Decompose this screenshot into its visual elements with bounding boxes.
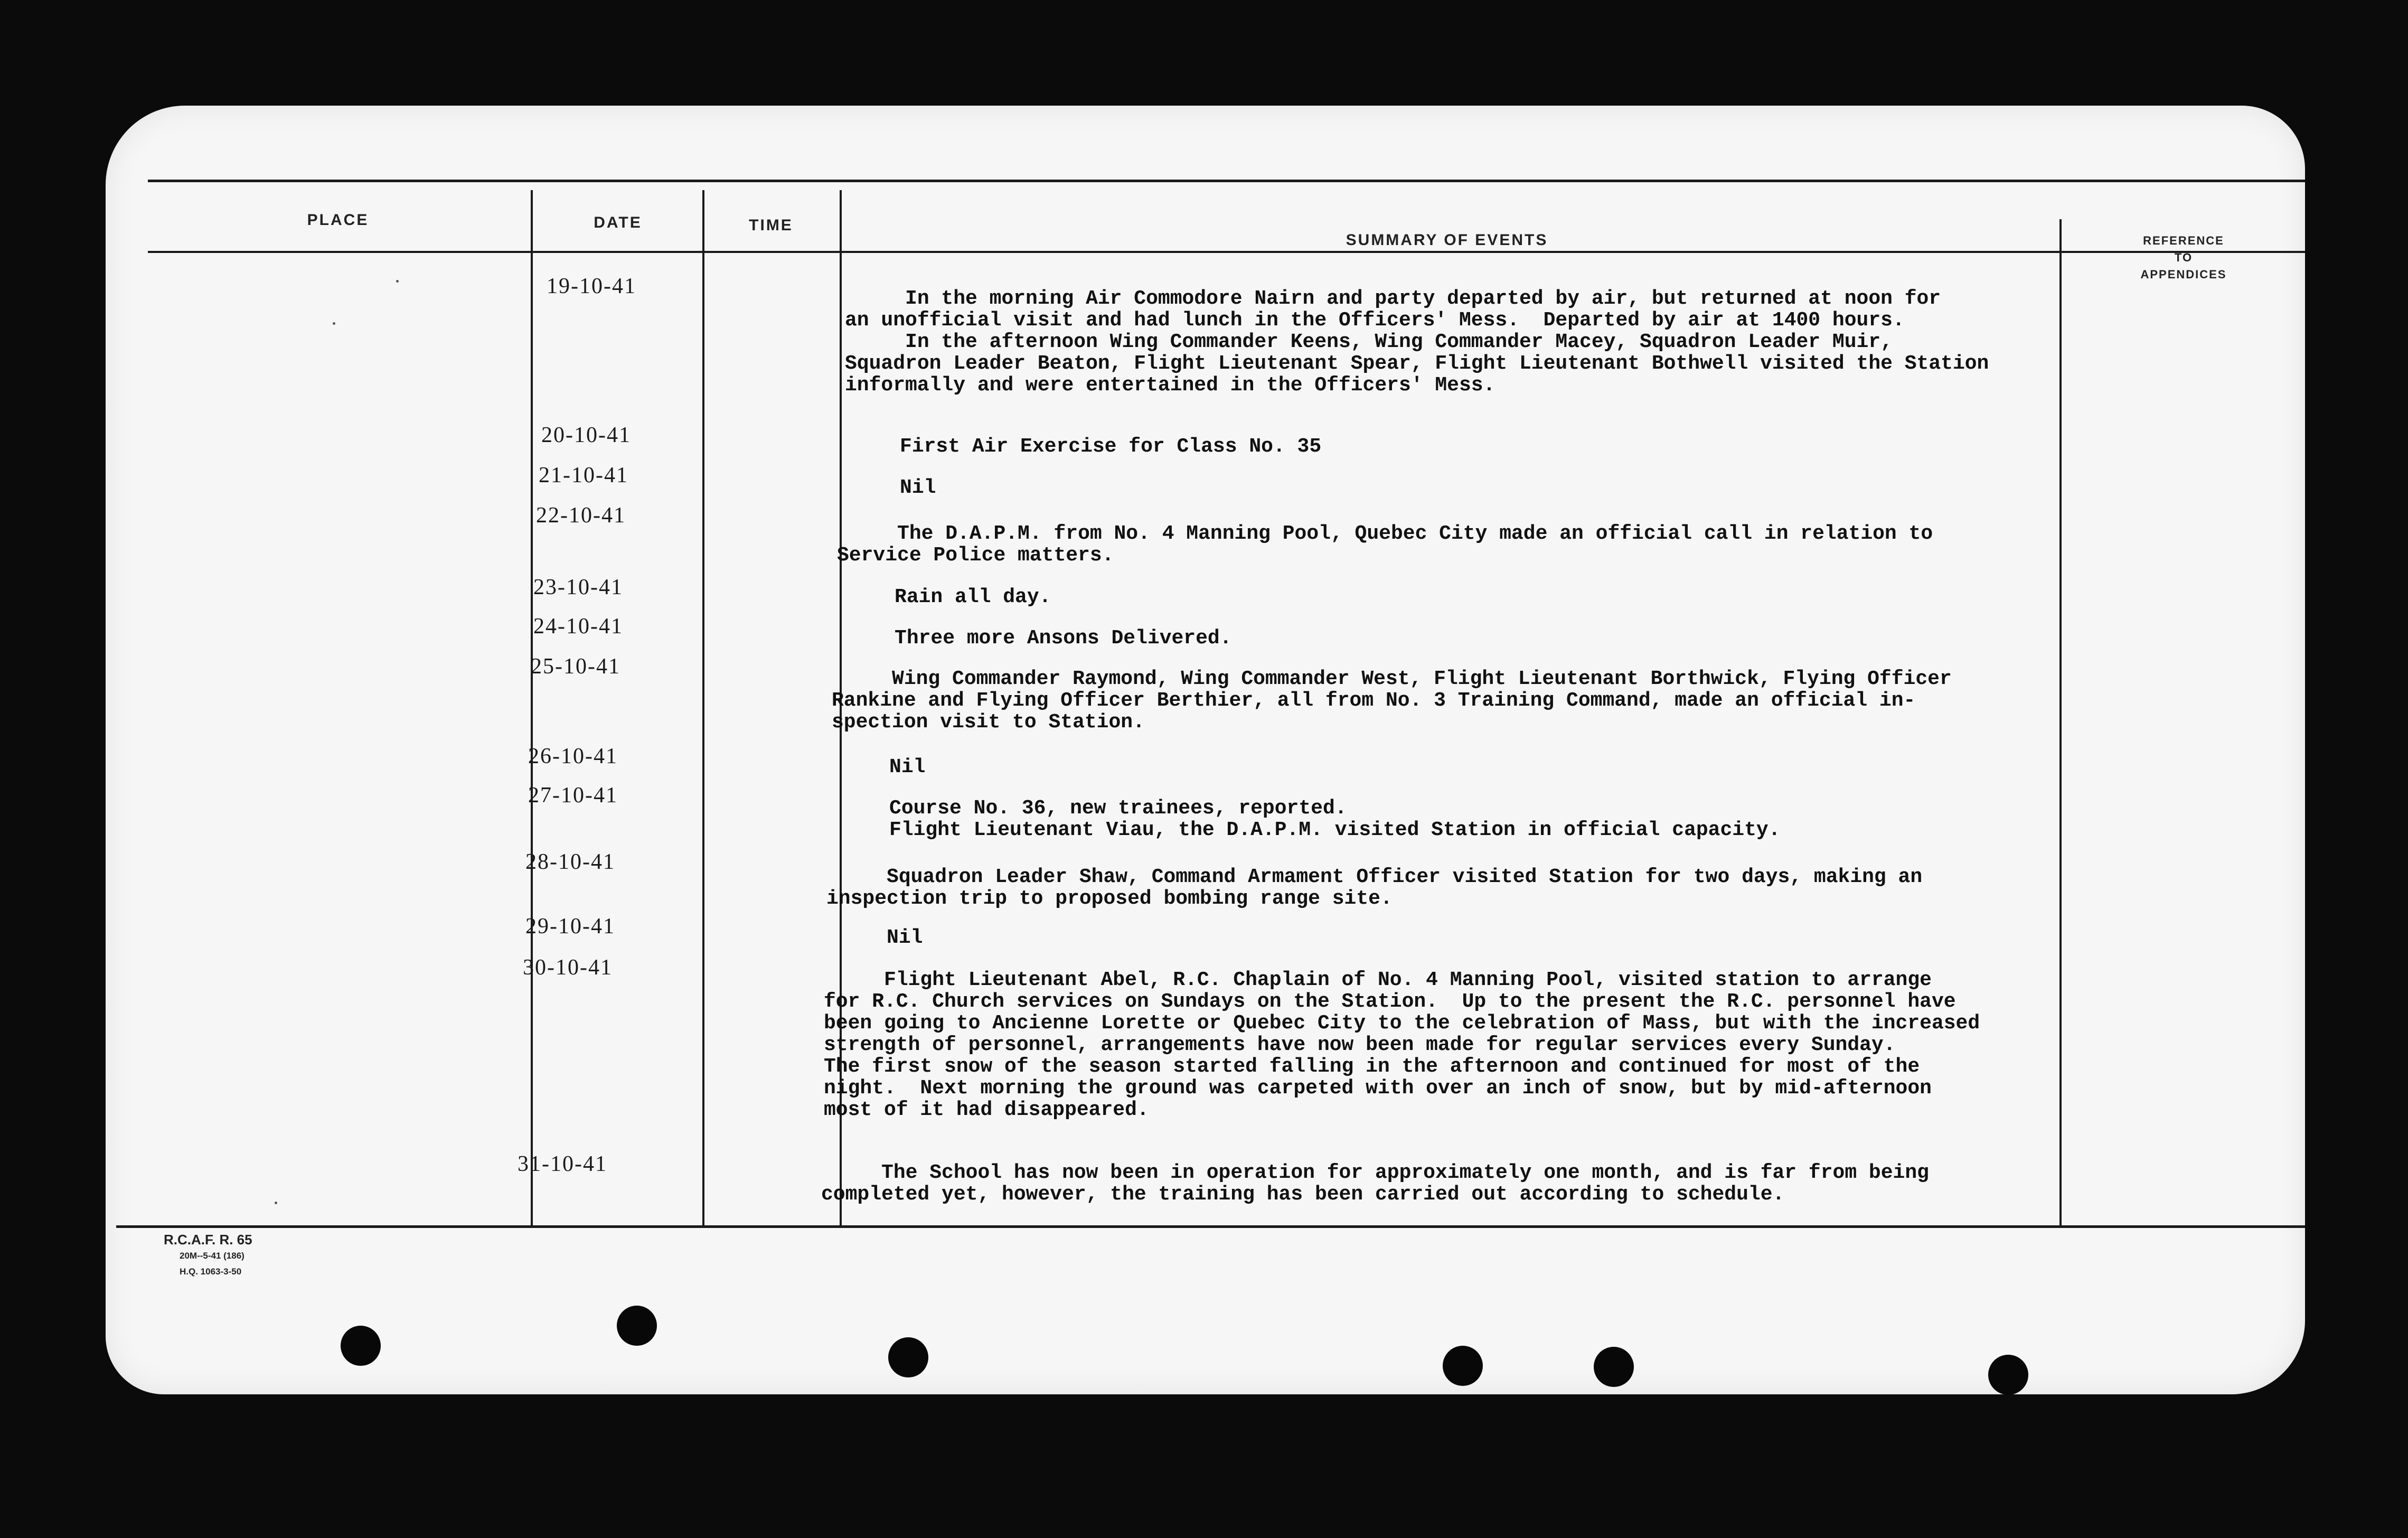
entry-date: 25-10-41: [531, 654, 620, 679]
entry-date: 23-10-41: [533, 575, 623, 599]
event-summary: Course No. 36, new trainees, reported. Flight Lieutenant Viau, the D.A.P.M. visited Station in official capacity.: [889, 797, 1781, 841]
binder-hole: [617, 1306, 657, 1346]
hq-code: H.Q. 1063-3-50: [180, 1267, 242, 1277]
bottom-rule: [116, 1225, 2305, 1228]
col-rule-summary-reference: [2059, 219, 2062, 1225]
place-header: PLACE: [307, 211, 369, 229]
form-number: R.C.A.F. R. 65: [164, 1232, 252, 1248]
paper-speck: [275, 1202, 277, 1204]
top-rule: [148, 180, 2305, 182]
event-summary: Rain all day.: [834, 586, 1051, 608]
entry-date: 29-10-41: [525, 914, 615, 939]
event-summary: Flight Lieutenant Abel, R.C. Chaplain of No. 4 Manning Pool, visited station to arrange for R.C. Church services on Sundays on the Station. Up to the present the R.C. personnel have been going to Ancienne Lorette or Quebec City to the celebration of Mass, but with the increased strength of personnel, arrangements have now been made for regular services every Sunday. The first snow of the season started falling in the afternoon and continued for most of the night. Next morning the ground was carpeted with over an inch of snow, but by mid-afternoon most of it had disappeared.: [824, 969, 1980, 1121]
entry-date: 27-10-41: [528, 783, 618, 808]
diary-page: [106, 106, 2305, 1394]
event-summary: The D.A.P.M. from No. 4 Manning Pool, Quebec City made an official call in relation to Service Police matters.: [837, 522, 1933, 567]
entry-date: 19-10-41: [547, 274, 636, 298]
time-header: TIME: [749, 217, 793, 234]
binder-hole: [1594, 1347, 1634, 1387]
entry-date: 28-10-41: [525, 850, 615, 874]
binder-hole: [1988, 1355, 2028, 1395]
summary-header: SUMMARY OF EVENTS: [1346, 231, 1548, 249]
entry-date: 26-10-41: [528, 744, 618, 768]
event-summary: In the morning Air Commodore Nairn and party departed by air, but returned at noon for an unofficial visit and had lunch in the Officers' Mess. Departed by air at 1400 hours. In the afternoon Wing Commander Keens, Wing Commander Macey, Squadron Leader Muir, Squadron Leader Beaton, Flight Lieutenant Spear, Flight Lieutenant Bothwell visited the Station informally and were entertained in the Officers' Mess.: [845, 287, 1989, 397]
event-summary: First Air Exercise for Class No. 35: [840, 435, 1322, 458]
binder-hole: [341, 1326, 381, 1366]
paper-speck: [396, 280, 399, 283]
event-summary: Squadron Leader Shaw, Command Armament Officer visited Station for two days, making an inspection trip to proposed bombing range site.: [826, 866, 1923, 910]
col-rule-place-date: [531, 190, 533, 1225]
binder-hole: [1443, 1346, 1483, 1386]
event-summary: The School has now been in operation for approximately one month, and is far from being completed yet, however, the training has been carried out according to schedule.: [821, 1161, 1929, 1206]
entry-date: 20-10-41: [541, 423, 631, 447]
entry-date: 21-10-41: [539, 463, 628, 487]
binder-hole: [888, 1337, 928, 1377]
entry-date: 31-10-41: [518, 1152, 607, 1176]
entry-date: 22-10-41: [536, 503, 626, 528]
event-summary: Three more Ansons Delivered.: [834, 627, 1232, 650]
event-summary: Nil: [826, 926, 923, 949]
date-header: DATE: [594, 214, 642, 231]
entry-date: 24-10-41: [533, 614, 623, 639]
col-rule-date-time: [702, 190, 704, 1225]
paper-speck: [333, 322, 335, 325]
header-rule: [148, 251, 2305, 253]
event-summary: Nil: [840, 476, 936, 499]
event-summary: Nil: [829, 756, 926, 779]
reference-header: REFERENCE TO APPENDICES: [2140, 234, 2227, 281]
event-summary: Wing Commander Raymond, Wing Commander West, Flight Lieutenant Borthwick, Flying Officer Rankine and Flying Officer Berthier, all from No. 3 Training Command, made an official in- spection visit to Station.: [832, 668, 1952, 734]
entry-date: 30-10-41: [523, 955, 613, 980]
print-code: 20M--5-41 (186): [180, 1251, 244, 1261]
